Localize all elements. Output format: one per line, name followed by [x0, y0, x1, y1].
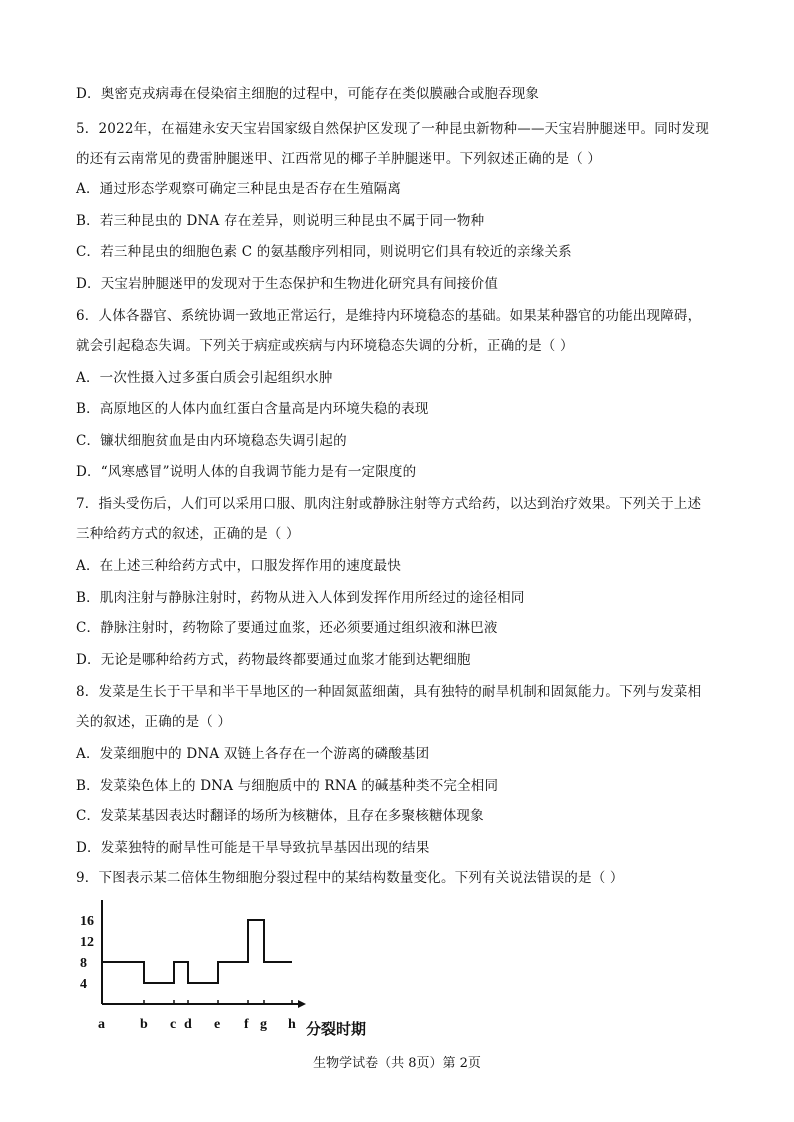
- x-axis-arrow: [298, 1000, 306, 1008]
- text-line: B．若三种昆虫的 DNA 存在差异，则说明三种昆虫不属于同一物种: [76, 213, 485, 229]
- x-tick-label-g: g: [260, 1017, 267, 1032]
- text-line: 就会引起稳态失调。下列关于病症或疾病与内环境稳态失调的分析，正确的是（ ）: [76, 338, 574, 354]
- text-line: 8．发菜是生长于干旱和半干旱地区的一种固氮蓝细菌，具有独特的耐旱机制和固氮能力。下列与发菜相: [76, 684, 702, 700]
- text-line: A．一次性摄入过多蛋白质会引起组织水肿: [76, 370, 333, 386]
- y-tick-label-12: 12: [80, 935, 94, 950]
- x-tick-label-b: b: [140, 1017, 148, 1032]
- text-line: D．无论是哪种给药方式，药物最终都要通过血浆才能到达靶细胞: [76, 652, 471, 668]
- text-line: B．肌肉注射与静脉注射时，药物从进入人体到发挥作用所经过的途径相同: [76, 590, 525, 606]
- text-line: 9．下图表示某二倍体生物细胞分裂过程中的某结构数量变化。下列有关说法错误的是（ ）: [76, 870, 624, 886]
- text-line: B．高原地区的人体内血红蛋白含量高是内环境失稳的表现: [76, 401, 429, 417]
- text-line: C．发菜某基因表达时翻译的场所为核糖体，且存在多聚核糖体现象: [76, 808, 484, 824]
- text-line: A．发菜细胞中的 DNA 双链上各存在一个游离的磷酸基团: [76, 746, 430, 762]
- y-tick-label-8: 8: [80, 956, 87, 971]
- text-line: D．发菜独特的耐旱性可能是干旱导致抗旱基因出现的结果: [76, 840, 430, 856]
- x-tick-label-f: f: [244, 1017, 249, 1032]
- text-line: A．在上述三种给药方式中，口服发挥作用的速度最快: [76, 558, 402, 574]
- text-line: C．静脉注射时，药物除了要通过血浆，还必须要通过组织液和淋巴液: [76, 620, 498, 636]
- text-line: 的还有云南常见的费雷肿腿迷甲、江西常见的椰子羊肿腿迷甲。下列叙述正确的是（ ）: [76, 151, 602, 167]
- text-line: D．天宝岩肿腿迷甲的发现对于生态保护和生物进化研究具有间接价值: [76, 276, 499, 292]
- x-tick-label-d: d: [184, 1017, 192, 1032]
- text-line: B．发菜染色体上的 DNA 与细胞质中的 RNA 的碱基种类不完全相同: [76, 778, 499, 794]
- text-line: 三种给药方式的叙述，正确的是（ ）: [76, 526, 300, 542]
- text-line: 7．指头受伤后，人们可以采用口服、肌肉注射或静脉注射等方式给药，以达到治疗效果。下列关于上述: [76, 496, 702, 512]
- x-tick-label-e: e: [214, 1017, 221, 1032]
- cell-division-chart: [76, 900, 376, 1040]
- text-line: D．“风寒感冒”说明人体的自我调节能力是有一定限度的: [76, 464, 417, 480]
- text-line: 5．2022年，在福建永安天宝岩国家级自然保护区发现了一种昆虫新物种——天宝岩肿腿迷甲。同时发现: [76, 121, 710, 137]
- x-tick-label-a: a: [98, 1017, 105, 1032]
- x-axis-label: 分裂时期: [306, 1020, 367, 1038]
- text-line: 关的叙述，正确的是（ ）: [76, 714, 232, 730]
- text-line: C．若三种昆虫的细胞色素 C 的氨基酸序列相同，则说明它们具有较近的亲缘关系: [76, 244, 572, 260]
- y-tick-label-16: 16: [80, 914, 94, 929]
- data-series-line: [102, 920, 292, 983]
- page-footer: 生物学试卷（共 8页）第 2页: [313, 1056, 481, 1071]
- text-line: D．奥密克戎病毒在侵染宿主细胞的过程中，可能存在类似膜融合或胞吞现象: [76, 86, 540, 102]
- x-tick-label-c: c: [170, 1017, 177, 1032]
- y-tick-label-4: 4: [80, 977, 87, 992]
- text-line: A．通过形态学观察可确定三种昆虫是否存在生殖隔离: [76, 181, 402, 197]
- text-line: 6．人体各器官、系统协调一致地正常运行，是维持内环境稳态的基础。如果某种器官的功能出现障碍，: [76, 308, 702, 324]
- x-tick-label-h: h: [288, 1017, 296, 1032]
- text-line: C．镰状细胞贫血是由内环境稳态失调引起的: [76, 433, 347, 449]
